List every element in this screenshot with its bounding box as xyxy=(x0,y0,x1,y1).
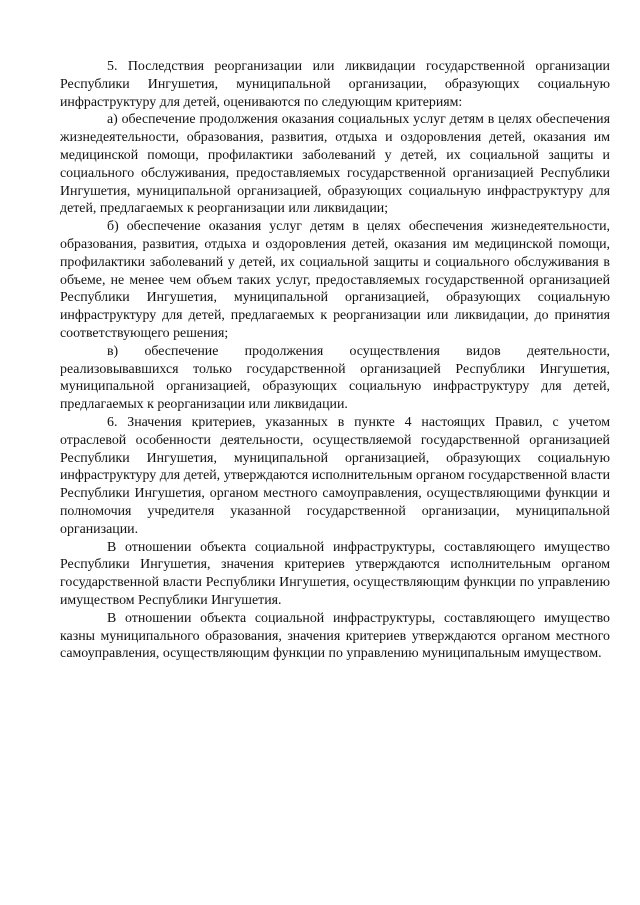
document-page xyxy=(60,58,610,663)
paragraph-criterion-b: б) обеспечение оказания услуг детям в целях обеспечения жизнедеятельности, образования, развития, отдыха и оздоровления детей, оказания им медицинской помощи, профилактики заболеваний у детей, их социальной защиты и социального обслуживания в объеме, не менее чем объем таких услуг, предоставляемых государственной организацией Республики Ингушетия, муниципальной организацией, образующих социальную инфраструктуру для детей, предлагаемых к реорганизации или ликвидации, до принятия соответствующего решения; xyxy=(60,219,610,341)
paragraph-municipal-property: В отношении объекта социальной инфраструктуры, составляющего имущество казны муниципального образования, значения критериев утверждаются органом местного самоуправления, осуществляющим функции по управлению муниципальным имуществом. xyxy=(60,610,610,662)
paragraph-5-consequences: 5. Последствия реорганизации или ликвидации государственной организации Республики Ингушетия, муниципальной организации, образующих социальную инфраструктуру для детей, оцениваются по следующим критериям: xyxy=(60,59,610,110)
paragraph-6-criteria-values: 6. Значения критериев, указанных в пункте 4 настоящих Правил, с учетом отраслевой особенности деятельности, осуществляемой государственной организацией Республики Ингушетия, муниципальной организацией, образующих социальную инфраструктуру для детей, утверждаются исполнительным органом государственной власти Республики Ингушетия, органом местного самоуправления, осуществляющими функции и полномочия учредителя указанной государственной организации, муниципальной организации. xyxy=(60,414,610,537)
paragraph-criterion-a: а) обеспечение продолжения оказания социальных услуг детям в целях обеспечения жизнедеятельности, образования, развития, отдыха и оздоровления детей, оказания им медицинской помощи, профилактики заболеваний у детей, их социальной защиты и социального обслуживания, предоставляемых государственной организацией Республики Ингушетия, муниципальной организацией, образующих социальную инфраструктуру для детей, предлагаемых к реорганизации или ликвидации; xyxy=(60,112,610,217)
paragraph-republic-property: В отношении объекта социальной инфраструктуры, составляющего имущество Республики Ингушетия, значения критериев утверждаются исполнительным органом государственной власти Республики Ингушетия, осуществляющим функции по управлению имуществом Республики Ингушетия. xyxy=(60,539,610,608)
paragraph-criterion-c: в) обеспечение продолжения осуществления видов деятельности, реализовывавшихся только государственной организацией Республики Ингушетия, муниципальной организацией, образующих социальную инфраструктуру для детей, предлагаемых к реорганизации или ликвидации. xyxy=(60,343,610,413)
